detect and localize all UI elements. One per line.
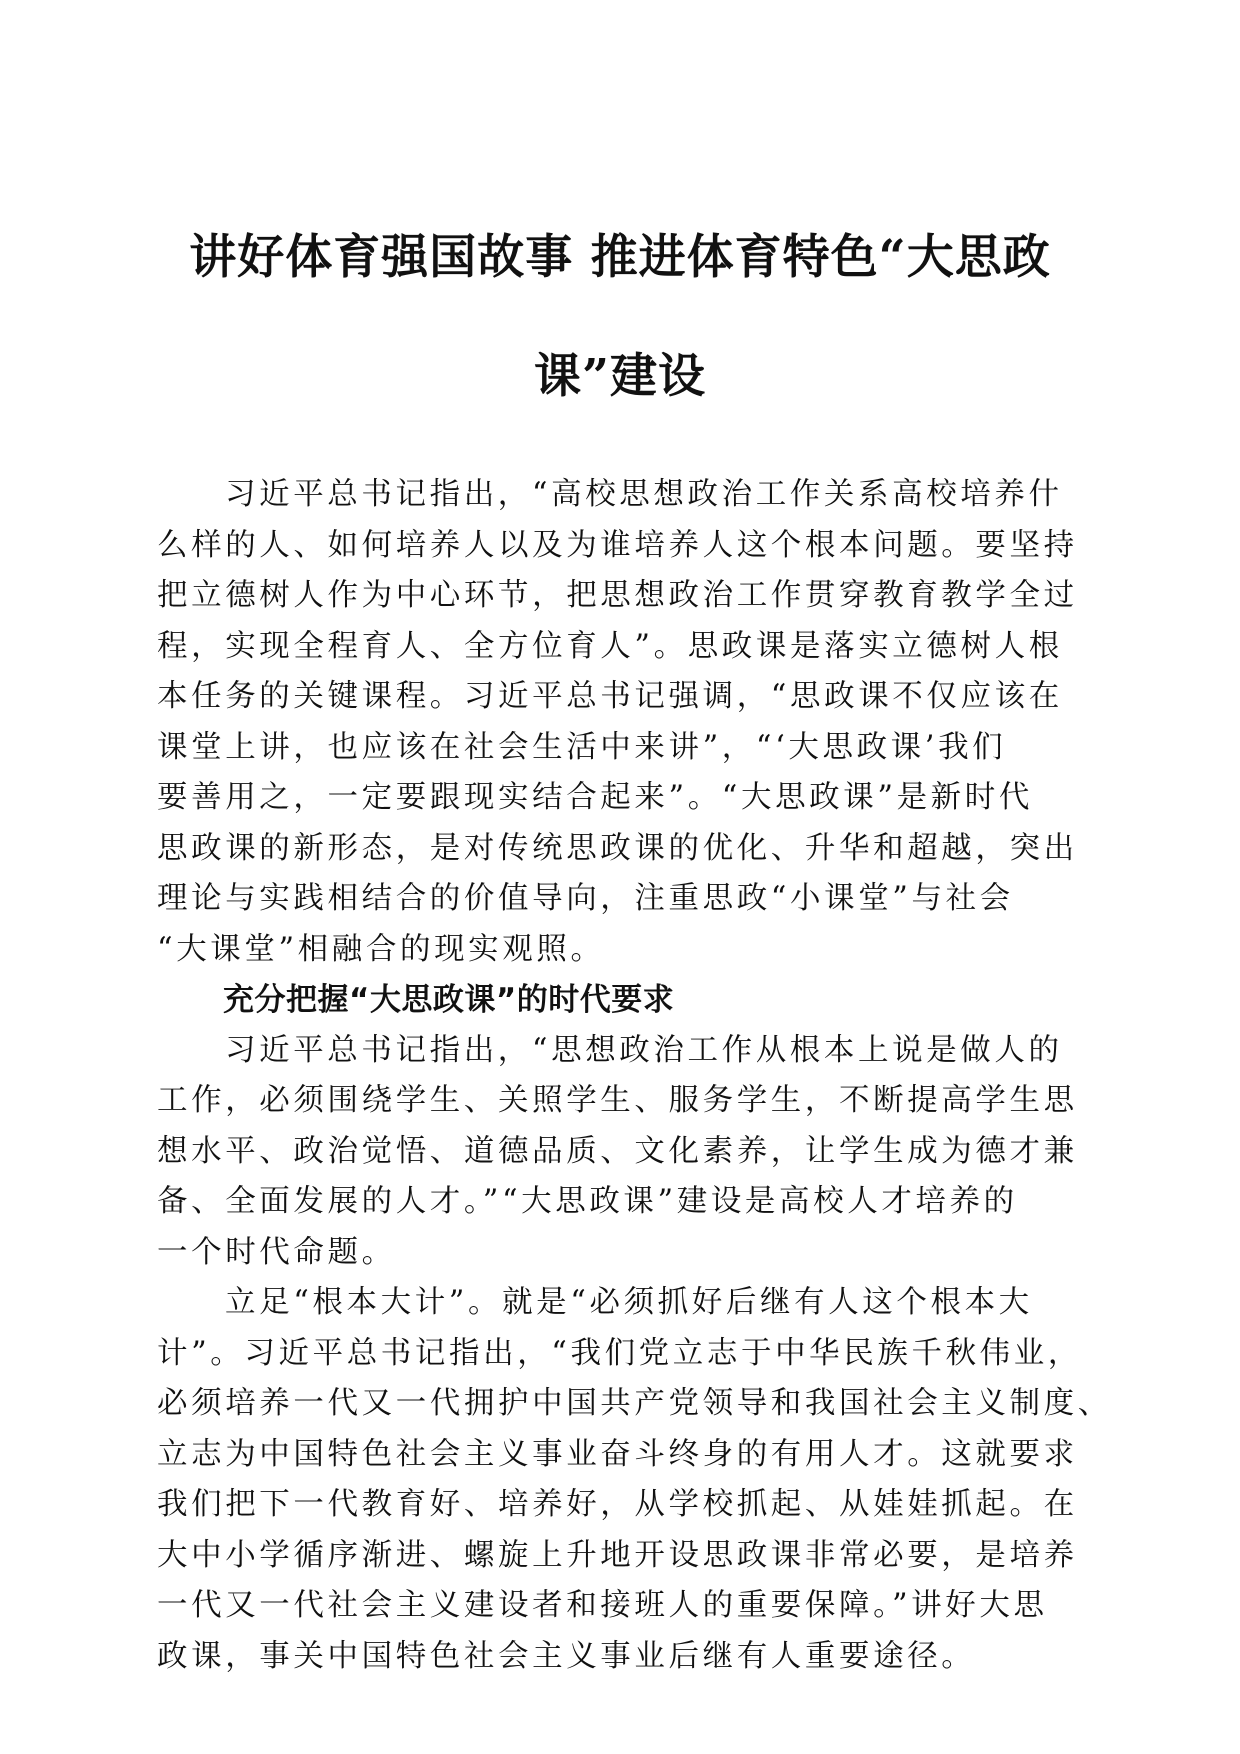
document-body [157,470,1157,1682]
body-line: 理论与实践相结合的价值导向，注重思政“小课堂”与社会 [157,881,1014,916]
body-line: 立足“根本大计”。就是“必须抓好后继有人这个根本大 [225,1285,1033,1320]
body-line: 立志为中国特色社会主义事业奋斗终身的有用人才。这就要求 [157,1436,1078,1472]
body-line: 想水平、政治觉悟、道德品质、文化素养，让学生成为德才兼 [157,1133,1078,1169]
body-line: 计”。习近平总书记指出，“我们党立志于中华民族千秋伟业， [157,1335,1082,1371]
body-line: “大课堂”相融合的现实观照。 [157,931,605,967]
body-line: 大中小学循序渐进、螺旋上升地开设思政课非常必要，是培养 [157,1537,1078,1573]
body-line: 一代又一代社会主义建设者和接班人的重要保障。”讲好大思 [157,1588,1048,1623]
body-line: 程，实现全程育人、全方位育人”。思政课是落实立德树人根 [157,628,1063,664]
body-line: 课堂上讲，也应该在社会生活中来讲”，“‘大思政课’我们 [157,729,1007,765]
body-line: 必须培养一代又一代拥护中国共产党领导和我国社会主义制度、 [157,1386,1112,1421]
document-title-line-1: 讲好体育强国故事 推进体育特色“大思政 [189,230,1051,285]
body-line: 一个时代命题。 [157,1234,396,1270]
body-line: 习近平总书记指出，“高校思想政治工作关系高校培养什 [225,477,1063,512]
body-line: 么样的人、如何培养人以及为谁培养人这个根本问题。要坚持 [157,527,1078,563]
section-heading: 充分把握“大思政课”的时代要求 [223,982,675,1018]
body-line: 思政课的新形态，是对传统思政课的优化、升华和超越，突出 [157,830,1078,866]
document-title-line-2: 课”建设 [533,349,707,404]
body-line: 把立德树人作为中心环节，把思想政治工作贯穿教育教学全过 [157,578,1078,613]
body-line: 要善用之，一定要跟现实结合起来”。“大思政课”是新时代 [157,780,1033,815]
body-line: 我们把下一代教育好、培养好，从学校抓起、从娃娃抓起。在 [157,1487,1078,1522]
body-line: 备、全面发展的人才。”“大思政课”建设是高校人才培养的 [157,1184,1018,1219]
body-line: 习近平总书记指出，“思想政治工作从根本上说是做人的 [225,1032,1063,1068]
body-line: 工作，必须围绕学生、关照学生、服务学生，不断提高学生思 [157,1083,1078,1118]
body-line: 本任务的关键课程。习近平总书记强调，“思政课不仅应该在 [157,679,1063,714]
body-line: 政课，事关中国特色社会主义事业后继有人重要途径。 [157,1638,976,1674]
